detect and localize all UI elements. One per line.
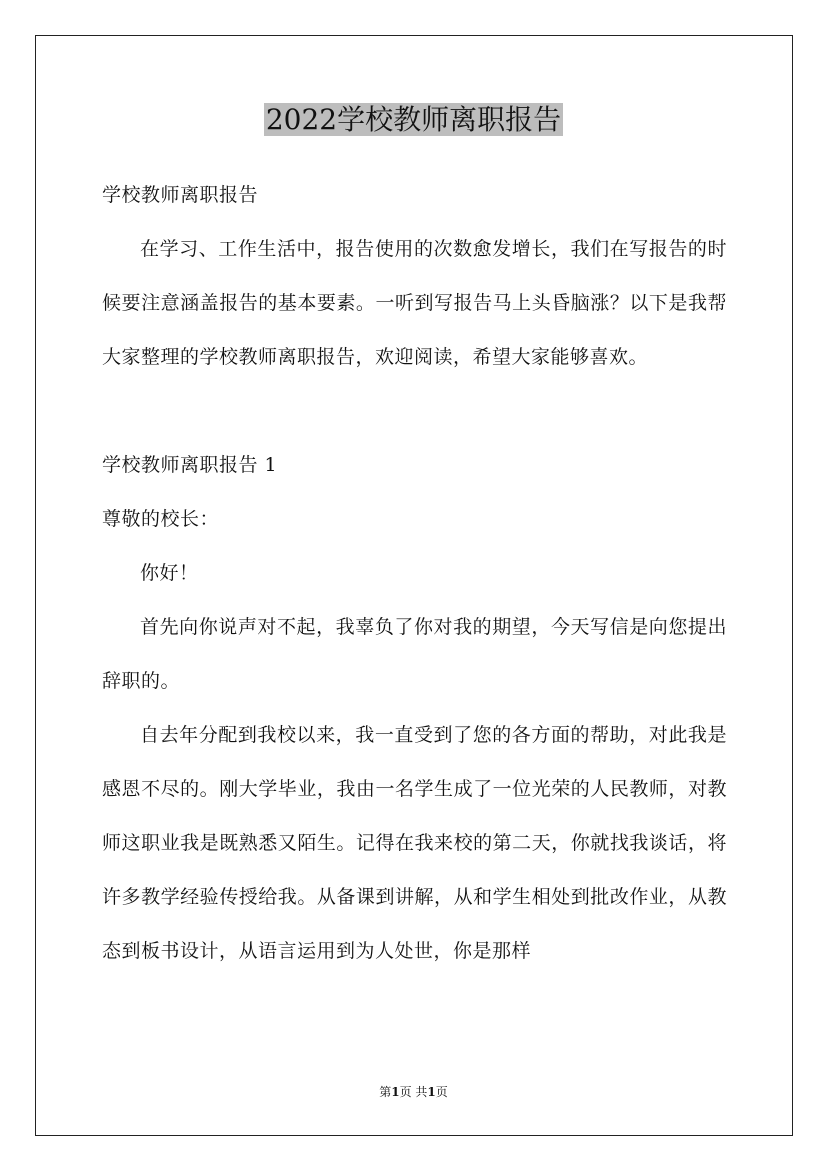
section-spacer [102, 384, 727, 438]
document-title-text: 2022学校教师离职报告 [265, 103, 562, 136]
footer-page-total: 1 [427, 1085, 436, 1099]
letter-paragraph-2: 自去年分配到我校以来，我一直受到了您的各方面的帮助，对此我是感恩不尽的。刚大学毕业，我由一名学生成了一位光荣的人民教师，对教师这职业我是既熟悉又陌生。记得在我来校的第二天，你就找我谈话，将许多教学经验传授给我。从备课到讲解，从和学生相处到批改作业，从教态到板书设计，从语言运用到为人处世，你是那样 [102, 724, 727, 962]
footer-page-suffix: 页 [435, 1085, 448, 1099]
document-title [0, 98, 827, 142]
document-subtitle: 学校教师离职报告 [102, 184, 259, 206]
footer-page-current: 1 [391, 1085, 400, 1099]
letter-salutation: 尊敬的校长： [102, 508, 220, 530]
letter-paragraph-1: 首先向你说声对不起，我辜负了你对我的期望，今天写信是向您提出辞职的。 [102, 616, 727, 692]
footer-page-mid: 页 共 [399, 1085, 428, 1099]
section-heading: 学校教师离职报告 1 [102, 454, 278, 476]
intro-paragraph: 在学习、工作生活中，报告使用的次数愈发增长，我们在写报告的时候要注意涵盖报告的基本要素。一听到写报告马上头昏脑涨？以下是我帮大家整理的学校教师离职报告，欢迎阅读，希望大家能够喜欢。 [102, 238, 727, 368]
page-footer [0, 1083, 827, 1101]
footer-page-prefix: 第 [379, 1085, 392, 1099]
letter-greeting: 你好！ [140, 562, 199, 584]
document-body [102, 168, 727, 978]
